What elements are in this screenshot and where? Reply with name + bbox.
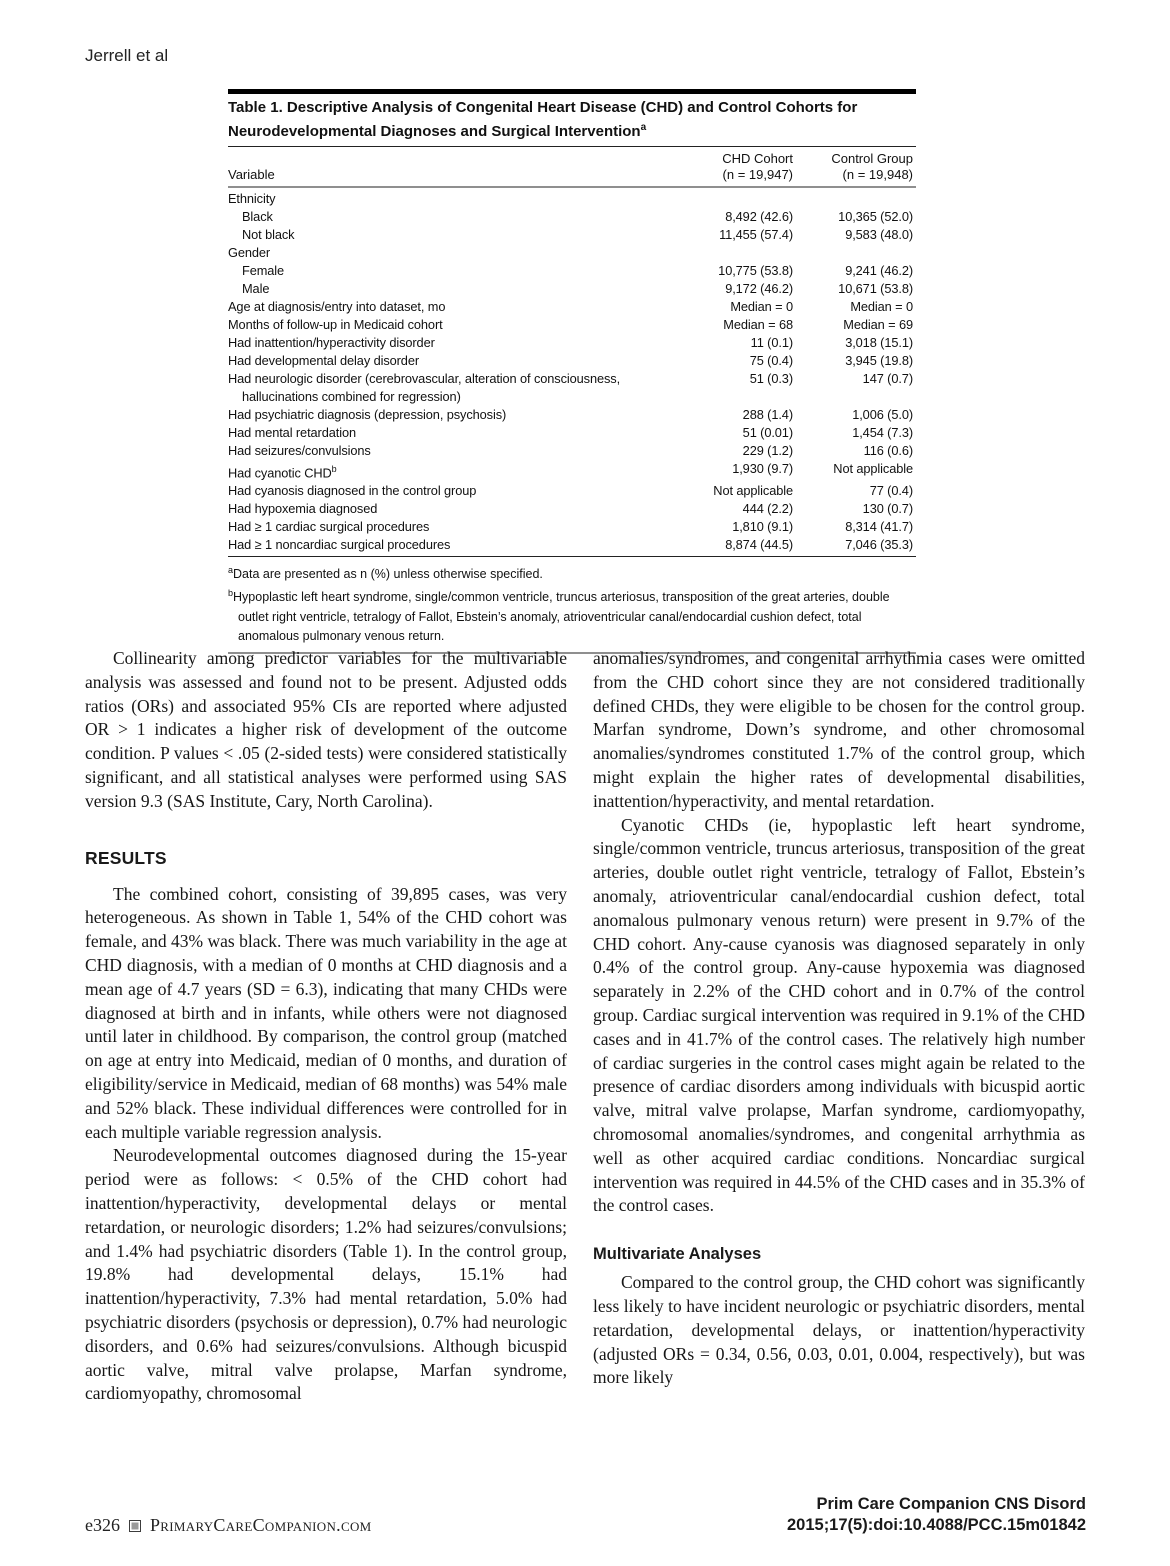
table-row: Gender	[228, 245, 271, 260]
table-row: Had cyanotic CHD$^b$ 1,930 (9.7) Not applicable	[228, 461, 913, 481]
table-footnotes	[228, 557, 916, 653]
table-row: Had ≥ 1 cardiac surgical procedures 1,810 (9.1) 8,314 (41.7)	[228, 519, 913, 535]
paragraph: Neurodevelopmental outcomes diagnosed during the 15-year period were as follows: < 0.5% of the CHD cohort had inattention/hyperactivity, developmental delays or mental retardation, or neurologic disorders; 1.2% had seizures/convulsions; and 1.4% had psychiatric disorders (Table 1). In the control group, 19.8% had developmental delays, 15.1% had inattention/hyperactivity, 7.3% had mental retardation, 5.0% had psychiatric disorders (psychosis or depression), 0.7% had neurologic disorders, and 0.6% had seizures/convulsions. Although bicuspid aortic valve, mitral valve prolapse, Marfan syndrome, cardiomyopathy, chromosomal	[85, 1145, 567, 1404]
table-row: Had inattention/hyperactivity disorder 11 (0.1) 3,018 (15.1)	[228, 335, 913, 350]
table-row: Ethnicity	[228, 191, 276, 206]
column-header-control: Control Group (n = 19,948)	[831, 151, 913, 182]
table-row: Had mental retardation 51 (0.01) 1,454 (7.3)	[228, 425, 913, 440]
journal-doi: 2015;17(5):doi:10.4088/PCC.15m01842	[786, 1516, 1086, 1534]
footnote-a: $^a$Data are presented as n (%) unless otherwise specified.	[228, 565, 543, 582]
table-row: Had hypoxemia diagnosed 444 (2.2) 130 (0.7)	[228, 501, 913, 517]
left-column	[85, 647, 567, 1406]
column-header-variable: Variable	[228, 167, 275, 182]
table-row: Months of follow-up in Medicaid cohort Median = 68 Median = 69	[228, 317, 913, 332]
footnote-marker: b	[331, 464, 337, 474]
table-row: Had ≥ 1 noncardiac surgical procedures 8,874 (44.5) 7,046 (35.3)	[228, 537, 913, 553]
right-column	[593, 647, 1085, 1406]
paragraph: The combined cohort, consisting of 39,895 cases, was very heterogeneous. As shown in Table 1, 54% of the CHD cohort was female, and 43% was black. There was much variability in the age at CHD diagnosis, with a median of 0 months at CHD diagnosis and a mean age of 4.7 years (SD = 6.3), indicating that many CHDs were diagnosed at birth and in infants, while others were not diagnosed until later in childhood. By comparison, the control group (matched on age at entry into Medicaid, median of 0 months, and duration of eligibility/service in Medicaid, median of 68 months) was 54% male and 52% black. These individual differences were controlled for in each multiple variable regression analysis.	[85, 883, 567, 1142]
paragraph: anomalies/syndromes, and congenital arrhythmia cases were omitted from the CHD cohort since they are not considered traditionally defined CHDs, they were eligible to be chosen for the control group. Marfan syndrome, Down’s syndrome, and other chromosomal anomalies/syndromes constituted 1.7% of the control group, which might explain the higher rates of developmental disabilities, inattention/hyperactivity, and mental retardation.	[593, 648, 1085, 811]
multivariate-analyses-heading: Multivariate Analyses	[593, 1245, 762, 1264]
table-row: Black 8,492 (42.6) 10,365 (52.0)	[242, 209, 913, 224]
journal-name: Prim Care Companion CNS Disord	[816, 1495, 1086, 1513]
page-number: e326	[85, 1515, 120, 1535]
table-row: Had seizures/convulsions 229 (1.2) 116 (0.6)	[228, 443, 913, 458]
square-bullet-icon	[129, 1520, 141, 1532]
page-footer	[85, 1494, 1086, 1536]
table-1	[228, 89, 916, 654]
table-row: Had psychiatric diagnosis (depression, psychosis) 288 (1.4) 1,006 (5.0)	[228, 407, 913, 422]
footnote-marker: a	[228, 565, 234, 576]
footer-citation	[787, 1494, 1086, 1536]
table-row: Not black 11,455 (57.4) 9,583 (48.0)	[242, 227, 913, 242]
table-row: Had cyanosis diagnosed in the control group Not applicable 77 (0.4)	[228, 483, 913, 499]
footer-left	[85, 1515, 372, 1536]
table-row: Had neurologic disorder (cerebrovascular, alteration of consciousness, hallucinations combined for regression) 51 (0.3) 147 (0.7)	[228, 371, 913, 404]
table-header-row	[228, 147, 916, 188]
table-title	[228, 94, 916, 147]
paragraph: Collinearity among predictor variables for the multivariable analysis was assessed and found not to be present. Adjusted odds ratios (ORs) and associated 95% CIs are reported where adjusted OR > 1 indicates a higher risk of development of the outcome condition. P values < .05 (2-sided tests) were considered statistically significant, and all statistical analyses were performed using SAS version 9.3 (SAS Institute, Cary, North Carolina).	[85, 648, 567, 811]
paragraph: Compared to the control group, the CHD cohort was significantly less likely to have incident neurologic or psychiatric disorders, mental retardation, developmental delays, or inattention/hyperactivity (adjusted ORs = 0.34, 0.56, 0.03, 0.01, 0.004, respectively), but was more likely	[593, 1272, 1085, 1388]
paragraph: Cyanotic CHDs (ie, hypoplastic left heart syndrome, single/common ventricle, truncus arteriosus, transposition of the great arteries, double outlet right ventricle, tetralogy of Fallot, Ebstein’s anomaly, atrioventricular canal/endocardial cushion defect, total anomalous pulmonary venous return) were present in 9.7% of the CHD cohort. Any-cause cyanosis was diagnosed separately in only 0.4% of the control group. Any-cause hypoxemia was diagnosed separately in 2.2% of the CHD cohort and in 0.7% of the control group. Cardiac surgical intervention was required in 9.1% of the CHD cases and in 41.7% of the control cases. The relatively high number of cardiac surgeries in the control cases might again be related to the presence of cardiac disorders among individuals with bicuspid aortic valve, mitral valve prolapse, Marfan syndrome, cardiomyopathy, chromosomal anomalies/syndromes, and congenital arrhythmia as well as other acquired cardiac conditions. Noncardiac surgical intervention was required in 44.5% of the CHD cases and in 35.3% of the control cases.	[593, 814, 1085, 1216]
results-heading: RESULTS	[85, 847, 167, 868]
table-row: Had developmental delay disorder 75 (0.4) 3,945 (19.8)	[228, 353, 913, 368]
footnote-marker: b	[228, 588, 234, 599]
table-body	[228, 188, 916, 557]
article-body	[85, 647, 1085, 1406]
column-header-chd: CHD Cohort (n = 19,947)	[722, 151, 793, 182]
table-title-footnote-marker: a	[640, 122, 647, 133]
running-head: Jerrell et al	[85, 46, 169, 65]
table-row: Age at diagnosis/entry into dataset, mo Median = 0 Median = 0	[228, 299, 913, 314]
table-row: Female 10,775 (53.8) 9,241 (46.2)	[242, 263, 913, 278]
journal-website: PrimaryCareCompanion.com	[150, 1515, 372, 1535]
table-title-text: Table 1. Descriptive Analysis of Congenital Heart Disease (CHD) and Control Cohorts for Neurodevelopmental Diagnoses and Surgical Intervention	[228, 99, 858, 140]
footnote-b: $^b$Hypoplastic left heart syndrome, single/common ventricle, truncus arteriosus, transposition of the great arteries, double outlet right ventricle, tetralogy of Fallot, Ebstein’s anomaly, atrioventricular canal/endocardial cushion defect, total anomalous pulmonary venous return.	[228, 588, 890, 643]
table-row: Male 9,172 (46.2) 10,671 (53.8)	[242, 281, 913, 296]
